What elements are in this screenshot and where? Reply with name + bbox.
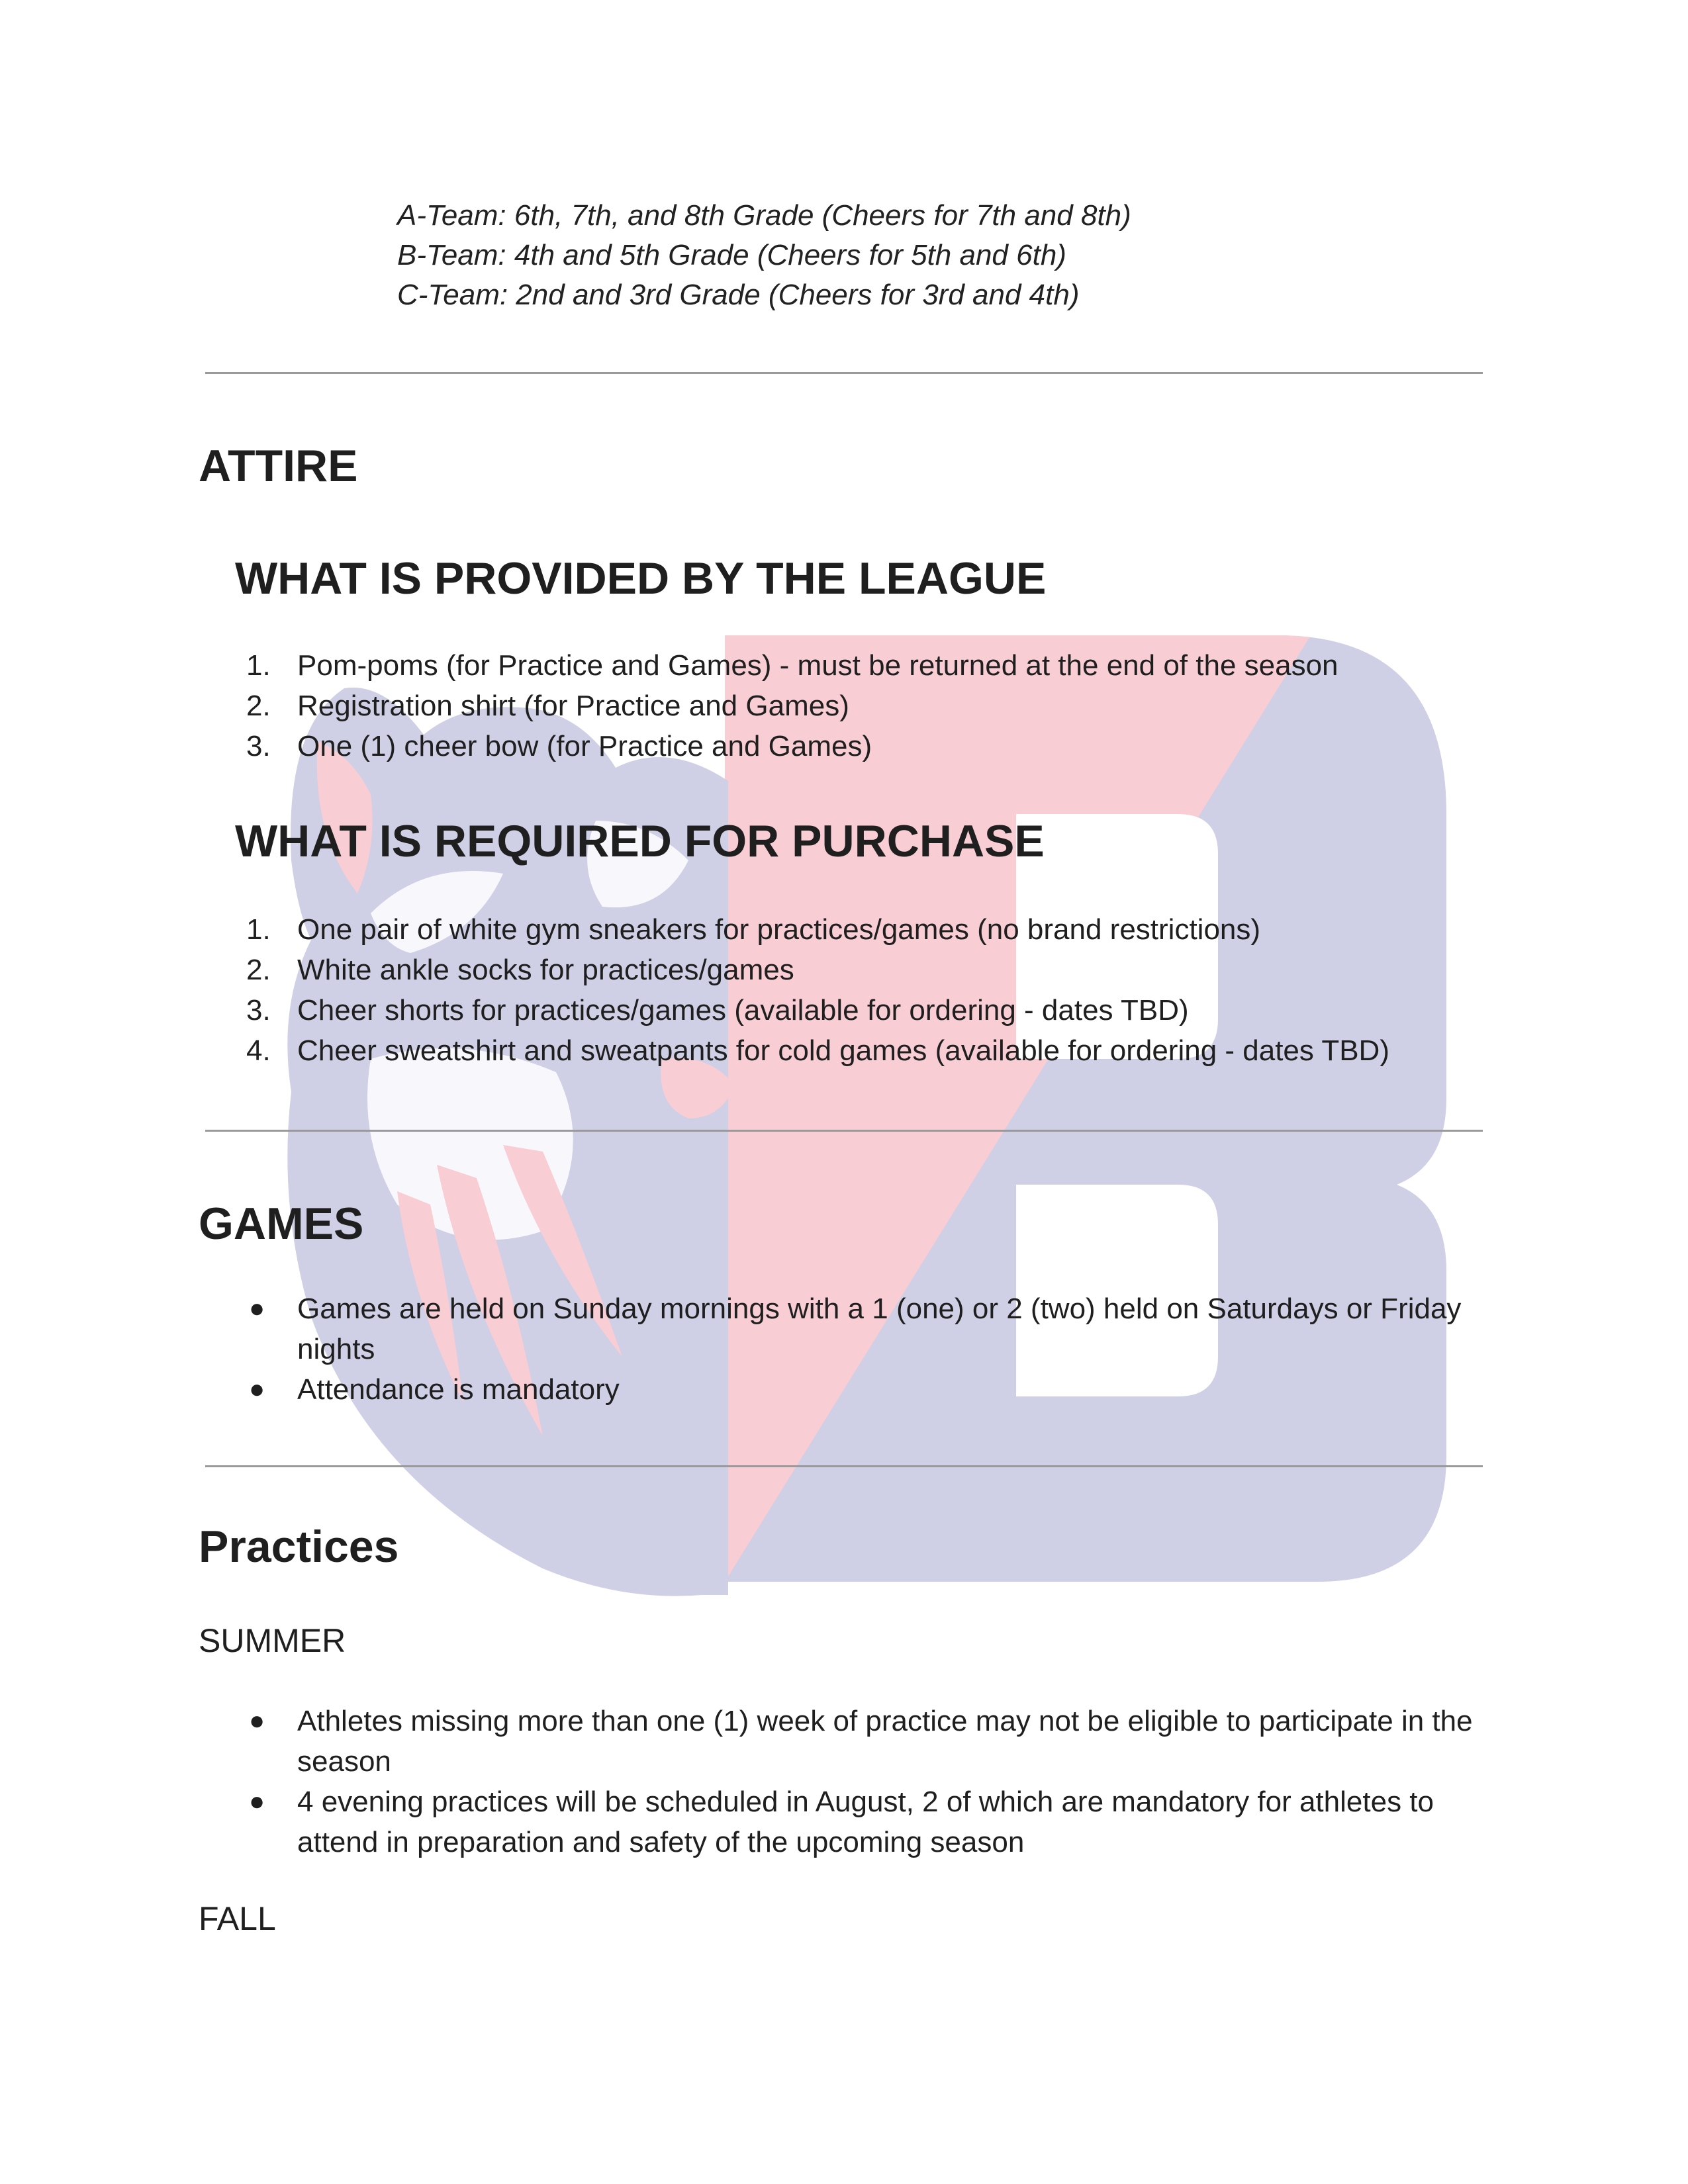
games-heading: GAMES [199, 1199, 364, 1249]
list-text: One (1) cheer bow (for Practice and Games) [297, 730, 872, 762]
list-text: Cheer shorts for practices/games (available for ordering - dates TBD) [297, 994, 1189, 1026]
team-line-b: B-Team: 4th and 5th Grade (Cheers for 5th and 6th) [397, 239, 1066, 271]
list-text: Attendance is mandatory [297, 1373, 620, 1406]
bullet-icon: ● [249, 1706, 265, 1735]
list-marker: 2. [246, 690, 271, 722]
list-text: Cheer sweatshirt and sweatpants for cold games (available for ordering - dates TBD) [297, 1034, 1389, 1067]
summer-heading: SUMMER [199, 1622, 346, 1659]
list-text: Pom-poms (for Practice and Games) - must be returned at the end of the season [297, 649, 1338, 682]
list-marker: 3. [246, 994, 271, 1026]
bullet-icon: ● [249, 1375, 265, 1404]
section-divider [205, 372, 1483, 374]
bullet-icon: ● [249, 1787, 265, 1816]
list-marker: 3. [246, 730, 271, 762]
section-divider [205, 1465, 1483, 1467]
purchase-heading: WHAT IS REQUIRED FOR PURCHASE [235, 816, 1045, 866]
list-text: One pair of white gym sneakers for practices/games (no brand restrictions) [297, 913, 1261, 946]
list-text: 4 evening practices will be scheduled in August, 2 of which are mandatory for athletes to attend in preparation and safety of the upcoming season [297, 1786, 1434, 1858]
list-text: Games are held on Sunday mornings with a 1 (one) or 2 (two) held on Saturdays or Friday nights [297, 1293, 1462, 1365]
list-marker: 2. [246, 954, 271, 986]
team-line-a: A-Team: 6th, 7th, and 8th Grade (Cheers for 7th and 8th) [397, 199, 1131, 232]
list-marker: 1. [246, 649, 271, 682]
practices-heading: Practices [199, 1522, 399, 1572]
provided-heading: WHAT IS PROVIDED BY THE LEAGUE [235, 553, 1047, 604]
list-text: Registration shirt (for Practice and Games) [297, 690, 849, 722]
list-marker: 1. [246, 913, 271, 946]
list-text: Athletes missing more than one (1) week of practice may not be eligible to participate in the season [297, 1705, 1473, 1778]
team-line-c: C-Team: 2nd and 3rd Grade (Cheers for 3rd and 4th) [397, 279, 1080, 311]
list-marker: 4. [246, 1034, 271, 1067]
list-text: White ankle socks for practices/games [297, 954, 794, 986]
bullet-icon: ● [249, 1294, 265, 1323]
section-divider [205, 1130, 1483, 1132]
attire-heading: ATTIRE [199, 441, 358, 491]
fall-heading: FALL [199, 1900, 276, 1937]
